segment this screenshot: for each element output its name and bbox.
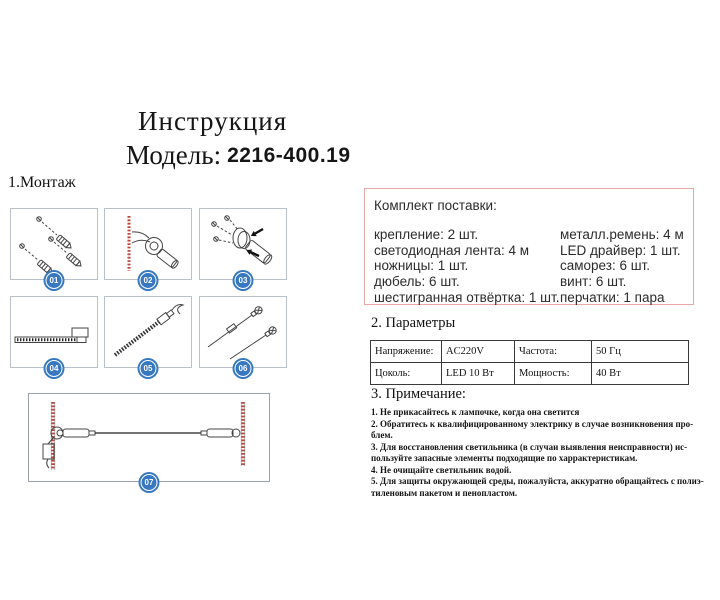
led-strip-diagram-icon xyxy=(11,297,95,365)
wall-mount-diagram-icon xyxy=(105,209,189,277)
supply-item: дюбель: 6 шт. xyxy=(374,274,460,290)
table-row xyxy=(371,363,689,385)
model-label: Модель: xyxy=(126,140,222,170)
final-assembly-diagram-icon xyxy=(29,394,267,479)
step-number-badge: 06 xyxy=(235,360,252,377)
supply-item: саморез: 6 шт. xyxy=(560,258,650,274)
param-label: Мощность: xyxy=(515,363,592,385)
step-number-badge: 07 xyxy=(141,474,158,491)
notes-heading: 3. Примечание: xyxy=(371,386,466,402)
param-value: 50 Гц xyxy=(592,341,689,363)
page-title: Инструкция xyxy=(138,106,288,136)
supply-kit-box xyxy=(364,188,694,305)
note-line: тиленовым пакетом и пенопластом. xyxy=(371,487,518,498)
step-number-badge: 03 xyxy=(235,272,252,289)
model-number: 2216-400.19 xyxy=(227,144,351,167)
step-number-badge: 04 xyxy=(46,360,63,377)
dowel-screws-diagram-icon xyxy=(11,209,95,277)
step-box-03 xyxy=(199,208,287,285)
step-box-02 xyxy=(104,208,192,285)
param-label: Напряжение: xyxy=(371,341,442,363)
note-line: 4. Не очищайте светильник водой. xyxy=(371,464,512,475)
param-value: AC220V xyxy=(442,341,515,363)
supply-item: перчатки: 1 пара xyxy=(560,289,665,305)
notes-list xyxy=(371,407,719,499)
parameters-heading: 2. Параметры xyxy=(371,315,456,331)
supply-item: винт: 6 шт. xyxy=(560,274,627,290)
cylinder-fastening-diagram-icon xyxy=(200,209,284,277)
param-value: 40 Вт xyxy=(592,363,689,385)
connector-rods-diagram-icon xyxy=(200,297,284,365)
supply-item: шестигранная отвёртка: 1 шт. xyxy=(374,289,560,305)
param-value: LED 10 Вт xyxy=(442,363,515,385)
note-line: 3. Для восстановления светильника (в случаи выявления неисправности) ис- xyxy=(371,441,688,452)
supply-item: светодиодная лента: 4 м xyxy=(374,242,530,258)
note-line: 1. Не прикасайтесь к лампочке, когда она светится xyxy=(371,407,580,417)
rod-with-wire-diagram-icon xyxy=(105,297,189,365)
note-line: 5. Для защиты окружающей среды, пожалуйста, аккуратно обращайтесь с полиэ- xyxy=(371,476,704,486)
supply-item: крепление: 2 шт. xyxy=(374,227,479,242)
model-line xyxy=(126,140,351,171)
step-number-badge: 01 xyxy=(46,272,63,289)
step-box-04 xyxy=(10,296,98,373)
supply-item: металл.ремень: 4 м xyxy=(560,227,684,242)
supply-kit-right-column xyxy=(560,227,684,306)
note-line: 2. Обратитесь к квалифицированному электрику в случае возникновения про- xyxy=(371,418,694,429)
supply-item: LED драйвер: 1 шт. xyxy=(560,242,681,258)
supply-kit-title: Комплект поставки: xyxy=(374,198,497,213)
step-box-07 xyxy=(28,393,270,487)
montage-heading: 1.Монтаж xyxy=(8,174,76,191)
param-label: Цоколь: xyxy=(371,363,442,385)
step-number-badge: 05 xyxy=(140,360,157,377)
param-label: Частота: xyxy=(515,341,592,363)
note-line: пользуйте запасные элементы подходящие по харрактеристикам. xyxy=(371,453,638,463)
step-number-badge: 02 xyxy=(140,272,157,289)
note-line: блем. xyxy=(371,430,393,440)
table-row xyxy=(371,341,689,363)
parameters-table xyxy=(370,340,689,385)
step-box-05 xyxy=(104,296,192,373)
step-box-01 xyxy=(10,208,98,285)
supply-kit-left-column xyxy=(374,227,560,306)
supply-item: ножницы: 1 шт. xyxy=(374,258,469,274)
step-box-06 xyxy=(199,296,287,373)
